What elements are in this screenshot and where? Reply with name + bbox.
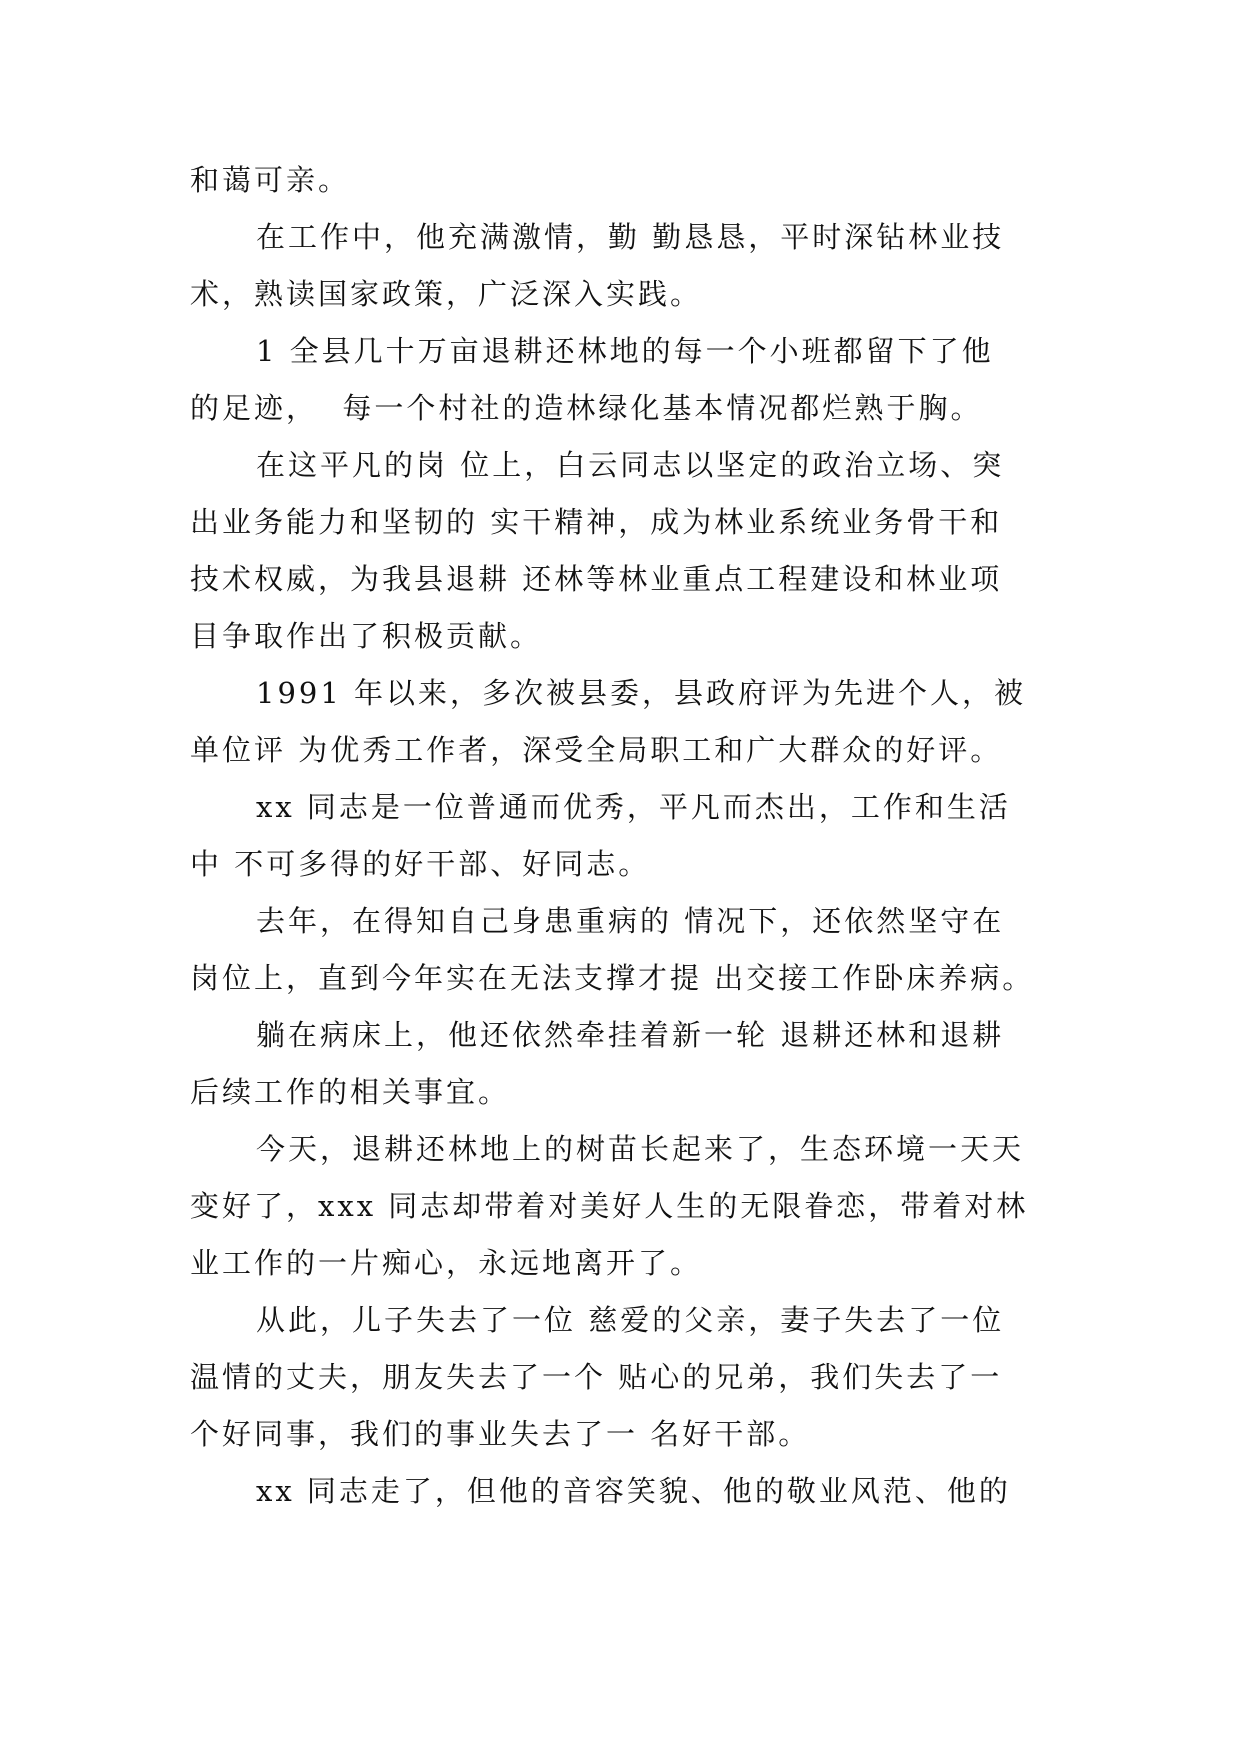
text-line: 的足迹， 每一个村社的造林绿化基本情况都烂熟于胸。	[190, 391, 983, 425]
text-line: 个好同事，我们的事业失去了一 名好干部。	[190, 1417, 811, 1451]
text-line: xx 同志走了，但他的音容笑貌、他的敬业风范、他的	[256, 1474, 1011, 1508]
text-line: 变好了，xxx 同志却带着对美好人生的无限眷恋，带着对林	[190, 1189, 1029, 1223]
text-line: 温情的丈夫，朋友失去了一个 贴心的兄弟，我们失去了一	[190, 1360, 1003, 1394]
text-line: 出业务能力和坚韧的 实干精神，成为林业系统业务骨干和	[190, 505, 1003, 539]
text-line: 今天，退耕还林地上的树苗长起来了，生态环境一天天	[256, 1132, 1025, 1166]
text-line: 业工作的一片痴心，永远地离开了。	[190, 1246, 703, 1280]
document-body	[190, 152, 1060, 1520]
text-line: 躺在病床上，他还依然牵挂着新一轮 退耕还林和退耕	[256, 1018, 1005, 1052]
text-line: 后续工作的相关事宜。	[190, 1075, 511, 1109]
text-line: 在工作中，他充满激情，勤 勤恳恳，平时深钻林业技	[256, 220, 1005, 254]
text-line: 目争取作出了积极贡献。	[190, 619, 543, 653]
text-line: 中 不可多得的好干部、好同志。	[190, 847, 651, 881]
text-line: 1991 年以来，多次被县委，县政府评为先进个人，被	[256, 676, 1027, 710]
text-line: 从此，儿子失去了一位 慈爱的父亲，妻子失去了一位	[256, 1303, 1005, 1337]
text-line: 1 全县几十万亩退耕还林地的每一个小班都留下了他	[256, 334, 994, 368]
text-line: 去年，在得知自己身患重病的 情况下，还依然坚守在	[256, 904, 1005, 938]
text-line: 和蔼可亲。	[190, 163, 351, 197]
text-line: 技术权威，为我县退耕 还林等林业重点工程建设和林业项	[190, 562, 1003, 596]
text-line: 在这平凡的岗 位上，白云同志以坚定的政治立场、突	[256, 448, 1005, 482]
text-line: 术，熟读国家政策，广泛深入实践。	[190, 277, 703, 311]
text-line: xx 同志是一位普通而优秀，平凡而杰出，工作和生活	[256, 790, 1011, 824]
text-line: 岗位上，直到今年实在无法支撑才提 出交接工作卧床养病。	[190, 961, 1035, 995]
text-line: 单位评 为优秀工作者，深受全局职工和广大群众的好评。	[190, 733, 1003, 767]
